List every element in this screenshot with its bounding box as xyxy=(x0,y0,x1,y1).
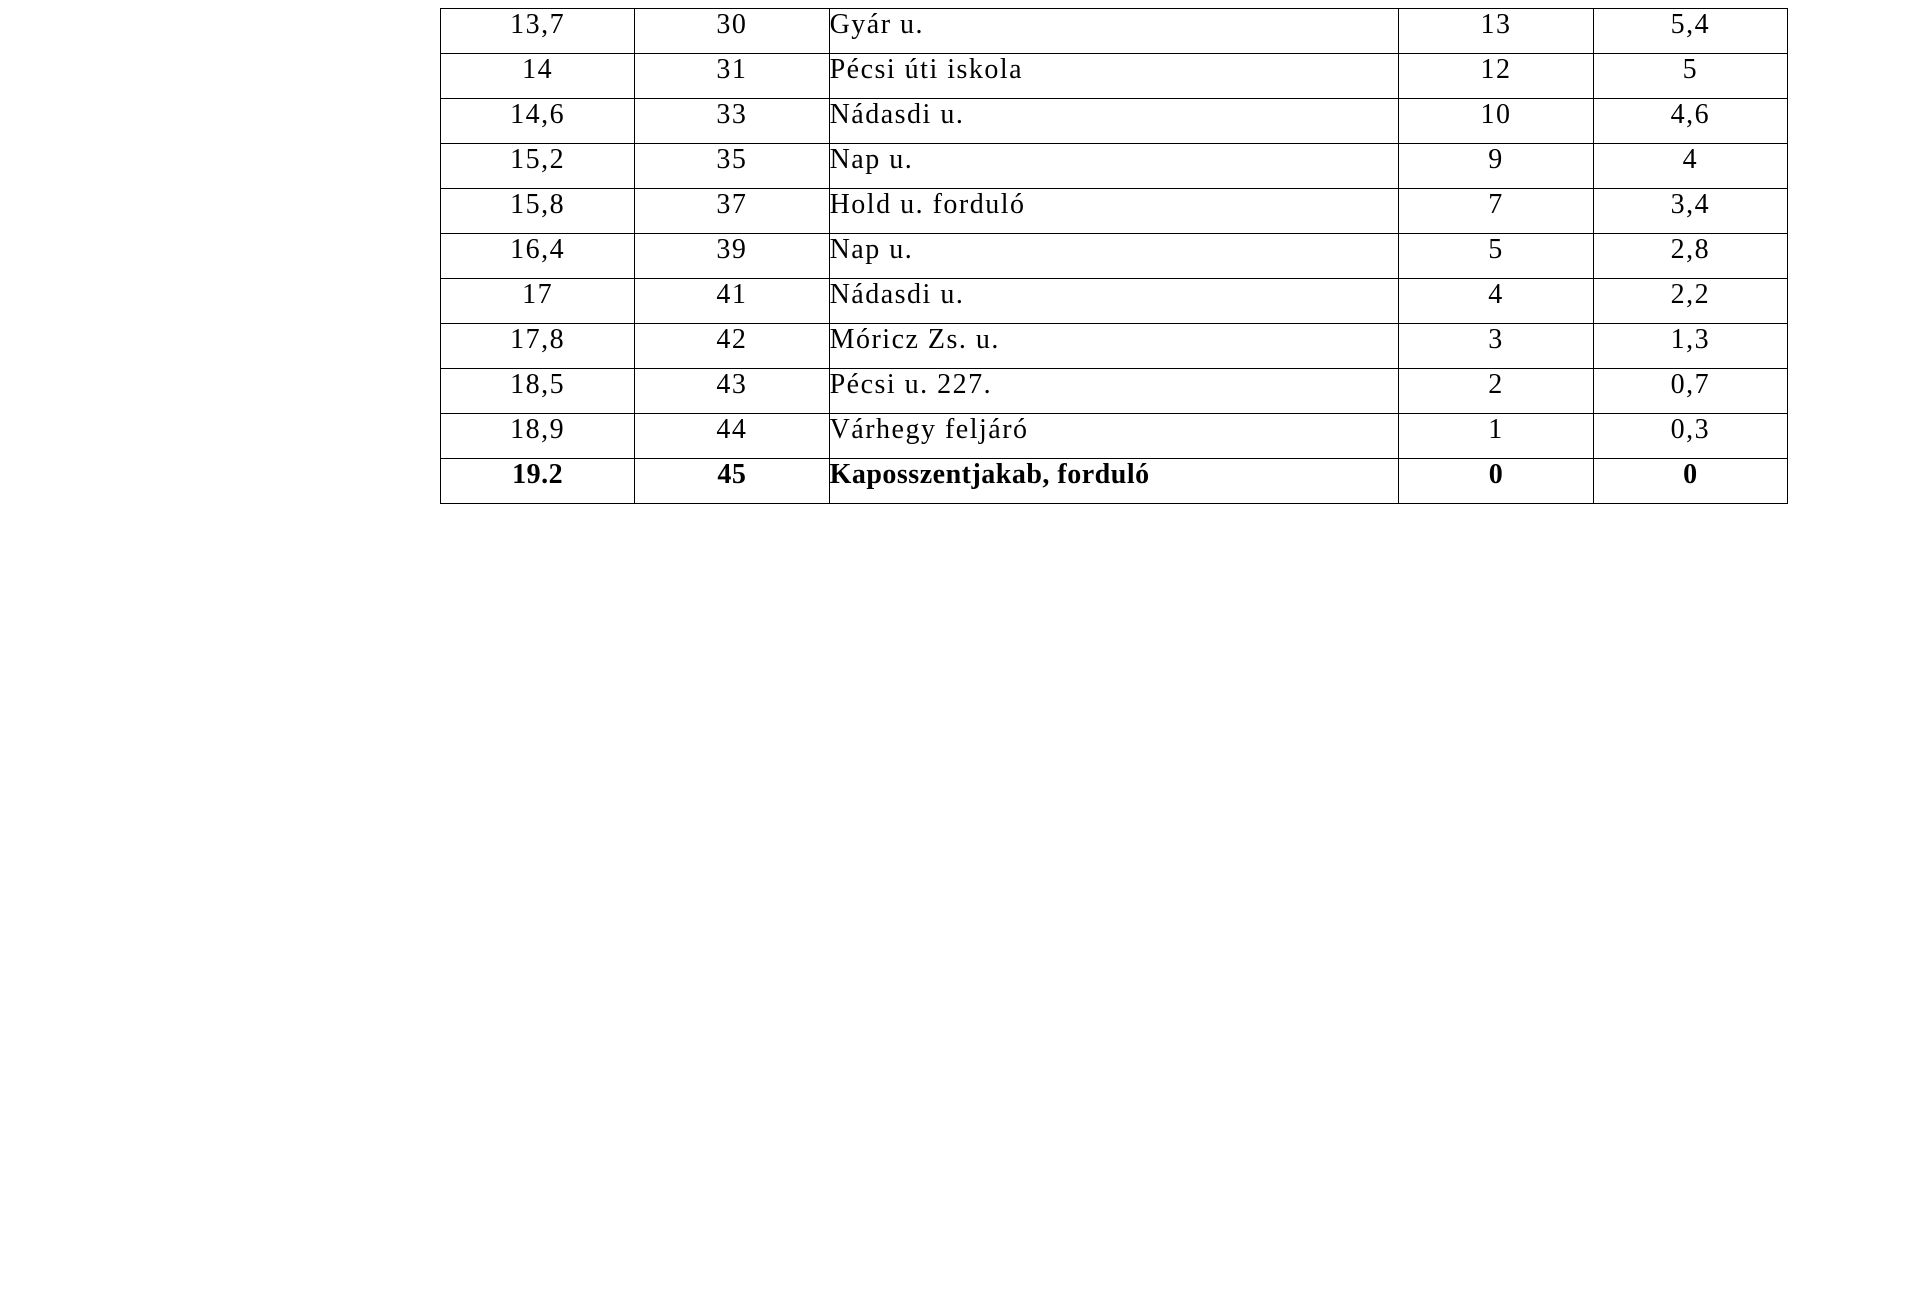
table-row xyxy=(441,54,1788,99)
distance-cell: 17 xyxy=(441,279,635,324)
return-distance-cell: 0 xyxy=(1593,459,1787,504)
table-row xyxy=(441,9,1788,54)
table-row xyxy=(441,279,1788,324)
minutes-cell: 41 xyxy=(635,279,829,324)
minutes-cell: 39 xyxy=(635,234,829,279)
stop-name-cell: Nádasdi u. xyxy=(829,279,1399,324)
stop-name-cell: Várhegy feljáró xyxy=(829,414,1399,459)
return-distance-cell: 4 xyxy=(1593,144,1787,189)
distance-cell: 17,8 xyxy=(441,324,635,369)
stop-name-cell: Hold u. forduló xyxy=(829,189,1399,234)
return-distance-cell: 5 xyxy=(1593,54,1787,99)
return-minutes-cell: 10 xyxy=(1399,99,1593,144)
minutes-cell: 35 xyxy=(635,144,829,189)
table-row xyxy=(441,369,1788,414)
minutes-cell: 44 xyxy=(635,414,829,459)
table-row xyxy=(441,324,1788,369)
return-minutes-cell: 12 xyxy=(1399,54,1593,99)
return-distance-cell: 5,4 xyxy=(1593,9,1787,54)
distance-cell: 15,2 xyxy=(441,144,635,189)
stop-name-cell: Pécsi u. 227. xyxy=(829,369,1399,414)
return-minutes-cell: 0 xyxy=(1399,459,1593,504)
distance-cell: 15,8 xyxy=(441,189,635,234)
bus-stop-timetable xyxy=(440,8,1788,504)
distance-cell: 18,5 xyxy=(441,369,635,414)
stop-name-cell: Nap u. xyxy=(829,234,1399,279)
stop-name-cell: Gyár u. xyxy=(829,9,1399,54)
distance-cell: 19.2 xyxy=(441,459,635,504)
distance-cell: 14 xyxy=(441,54,635,99)
minutes-cell: 30 xyxy=(635,9,829,54)
return-distance-cell: 2,2 xyxy=(1593,279,1787,324)
table-row xyxy=(441,144,1788,189)
return-minutes-cell: 1 xyxy=(1399,414,1593,459)
return-minutes-cell: 4 xyxy=(1399,279,1593,324)
return-minutes-cell: 9 xyxy=(1399,144,1593,189)
stop-name-cell: Kaposszentjakab, forduló xyxy=(829,459,1399,504)
return-distance-cell: 0,3 xyxy=(1593,414,1787,459)
stop-name-cell: Pécsi úti iskola xyxy=(829,54,1399,99)
return-distance-cell: 4,6 xyxy=(1593,99,1787,144)
return-distance-cell: 0,7 xyxy=(1593,369,1787,414)
minutes-cell: 37 xyxy=(635,189,829,234)
stop-name-cell: Nádasdi u. xyxy=(829,99,1399,144)
minutes-cell: 45 xyxy=(635,459,829,504)
table-row xyxy=(441,189,1788,234)
minutes-cell: 31 xyxy=(635,54,829,99)
distance-cell: 18,9 xyxy=(441,414,635,459)
table-row xyxy=(441,99,1788,144)
table-row-terminus xyxy=(441,459,1788,504)
return-minutes-cell: 13 xyxy=(1399,9,1593,54)
return-distance-cell: 2,8 xyxy=(1593,234,1787,279)
distance-cell: 16,4 xyxy=(441,234,635,279)
minutes-cell: 43 xyxy=(635,369,829,414)
return-distance-cell: 3,4 xyxy=(1593,189,1787,234)
distance-cell: 13,7 xyxy=(441,9,635,54)
table-row xyxy=(441,414,1788,459)
return-minutes-cell: 7 xyxy=(1399,189,1593,234)
table-row xyxy=(441,234,1788,279)
distance-cell: 14,6 xyxy=(441,99,635,144)
stop-name-cell: Móricz Zs. u. xyxy=(829,324,1399,369)
minutes-cell: 42 xyxy=(635,324,829,369)
return-minutes-cell: 2 xyxy=(1399,369,1593,414)
return-minutes-cell: 5 xyxy=(1399,234,1593,279)
return-distance-cell: 1,3 xyxy=(1593,324,1787,369)
stop-name-cell: Nap u. xyxy=(829,144,1399,189)
minutes-cell: 33 xyxy=(635,99,829,144)
return-minutes-cell: 3 xyxy=(1399,324,1593,369)
